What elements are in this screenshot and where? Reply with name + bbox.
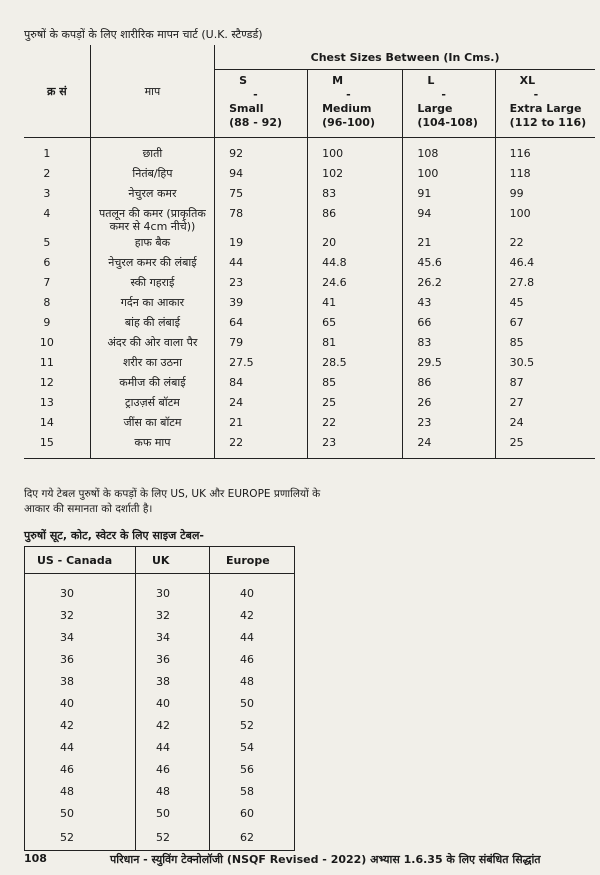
size-name: Extra Large [509, 102, 582, 115]
measure-name: स्की गहराई [90, 273, 214, 293]
uk-size: 32 [136, 604, 210, 626]
value-m: 102 [308, 164, 403, 184]
value-s: 64 [215, 313, 308, 333]
equivalence-note: दिए गये टेबल पुरुषों के कपड़ों के लिए US, UK और EUROPE प्रणालियों के आकार की समानता को दर्शाती है। [24, 488, 321, 515]
value-xl: 100 [495, 204, 595, 233]
table-row [25, 574, 295, 605]
measure-name: कफ माप [90, 433, 214, 459]
uk-size: 48 [136, 780, 210, 802]
value-xl: 85 [495, 333, 595, 353]
us-size: 38 [25, 670, 136, 692]
value-l: 21 [403, 233, 495, 253]
size-header-xl [495, 70, 595, 138]
table-row [24, 164, 595, 184]
value-m: 25 [308, 393, 403, 413]
measure-name: हाफ बैक [90, 233, 214, 253]
table-row [25, 802, 295, 824]
measure-name: बांह की लंबाई [90, 313, 214, 333]
table-row [24, 373, 595, 393]
table-row [24, 144, 595, 164]
body-measurement-table [24, 45, 595, 459]
value-xl: 27.8 [495, 273, 595, 293]
europe-size: 48 [210, 670, 295, 692]
page-number: 108 [24, 852, 47, 865]
table-row [24, 184, 595, 204]
size-code: L [427, 74, 435, 87]
header-uk: UK [136, 547, 210, 574]
size-name: Medium [322, 102, 372, 115]
size-dash: - [441, 88, 446, 101]
value-s: 44 [215, 253, 308, 273]
measure-name: शरीर का उठना [90, 353, 214, 373]
table-row [24, 233, 595, 253]
table-row [25, 758, 295, 780]
value-l: 91 [403, 184, 495, 204]
value-s: 21 [215, 413, 308, 433]
value-l: 83 [403, 333, 495, 353]
size-code: S [239, 74, 248, 87]
uk-size: 44 [136, 736, 210, 758]
uk-size: 36 [136, 648, 210, 670]
value-xl: 27 [495, 393, 595, 413]
measure-name: ट्राउज़र्स बॉटम [90, 393, 214, 413]
value-xl: 30.5 [495, 353, 595, 373]
value-m: 100 [308, 144, 403, 164]
value-m: 85 [308, 373, 403, 393]
value-l: 26.2 [403, 273, 495, 293]
serial-no: 10 [39, 336, 54, 349]
uk-size: 46 [136, 758, 210, 780]
value-xl: 46.4 [495, 253, 595, 273]
header-us-canada: US - Canada [25, 547, 136, 574]
size-dash: - [253, 88, 258, 101]
serial-no: 7 [43, 276, 51, 289]
value-m: 41 [308, 293, 403, 313]
value-m: 22 [308, 413, 403, 433]
us-size: 48 [25, 780, 136, 802]
measure-name: नितंब/हिप [90, 164, 214, 184]
measure-name: पतलून की कमर (प्राकृतिक कमर से 4cm नीचे)) [90, 204, 214, 233]
header-serial-no: क्र सं [24, 45, 90, 138]
table-row [24, 393, 595, 413]
value-s: 23 [215, 273, 308, 293]
size-dash: - [346, 88, 351, 101]
europe-size: 46 [210, 648, 295, 670]
table1-title: पुरुषों के कपड़ों के लिए शारीरिक मापन चार्ट (U.K. स्टैण्डर्ड) [24, 28, 263, 41]
value-l: 24 [403, 433, 495, 459]
europe-size: 56 [210, 758, 295, 780]
table-row [24, 413, 595, 433]
europe-size: 54 [210, 736, 295, 758]
size-range: (104-108) [417, 116, 478, 129]
europe-size: 40 [210, 574, 295, 605]
table-row [24, 273, 595, 293]
europe-size: 62 [210, 824, 295, 851]
value-l: 108 [403, 144, 495, 164]
measure-name: कमीज की लंबाई [90, 373, 214, 393]
value-s: 94 [215, 164, 308, 184]
size-name: Small [229, 102, 264, 115]
us-size: 50 [25, 802, 136, 824]
value-xl: 87 [495, 373, 595, 393]
us-size: 44 [25, 736, 136, 758]
size-code: XL [519, 74, 536, 87]
table-row [25, 780, 295, 802]
uk-size: 42 [136, 714, 210, 736]
serial-no: 12 [39, 376, 54, 389]
table-row [24, 253, 595, 273]
value-s: 75 [215, 184, 308, 204]
serial-no: 13 [39, 396, 54, 409]
size-range: (88 - 92) [229, 116, 283, 129]
us-size: 40 [25, 692, 136, 714]
value-l: 45.6 [403, 253, 495, 273]
value-s: 78 [215, 204, 308, 233]
us-size: 36 [25, 648, 136, 670]
header-chest-sizes: Chest Sizes Between (In Cms.) [215, 45, 595, 70]
value-s: 27.5 [215, 353, 308, 373]
table-row [25, 648, 295, 670]
value-xl: 116 [495, 144, 595, 164]
serial-no: 8 [43, 296, 51, 309]
value-m: 65 [308, 313, 403, 333]
serial-no: 2 [43, 167, 51, 180]
size-header-m [308, 70, 403, 138]
uk-size: 30 [136, 574, 210, 605]
us-size: 30 [25, 574, 136, 605]
uk-size: 52 [136, 824, 210, 851]
value-m: 86 [308, 204, 403, 233]
value-m: 83 [308, 184, 403, 204]
value-l: 86 [403, 373, 495, 393]
size-conversion-table [24, 546, 295, 851]
size-dash: - [533, 88, 539, 101]
table-row [24, 293, 595, 313]
value-xl: 25 [495, 433, 595, 459]
europe-size: 44 [210, 626, 295, 648]
table-row [25, 692, 295, 714]
value-xl: 22 [495, 233, 595, 253]
value-xl: 118 [495, 164, 595, 184]
value-s: 92 [215, 144, 308, 164]
us-size: 34 [25, 626, 136, 648]
measure-name: नेचुरल कमर की लंबाई [90, 253, 214, 273]
value-s: 84 [215, 373, 308, 393]
table-row [25, 626, 295, 648]
table2-title: पुरुषों सूट, कोट, स्वेटर के लिए साइज टेबल- [24, 529, 204, 542]
value-l: 26 [403, 393, 495, 413]
us-size: 52 [25, 824, 136, 851]
footer-title: परिधान - स्युविंग टेक्नोलॉजी (NSQF Revised - 2022) अभ्यास 1.6.35 के लिए संबंधित सिद्धांत [110, 853, 541, 866]
value-l: 94 [403, 204, 495, 233]
value-m: 23 [308, 433, 403, 459]
value-l: 100 [403, 164, 495, 184]
europe-size: 50 [210, 692, 295, 714]
serial-no: 15 [24, 433, 90, 459]
table-row [25, 824, 295, 851]
measure-name: जींस का बॉटम [90, 413, 214, 433]
measure-name: नेचुरल कमर [90, 184, 214, 204]
value-xl: 99 [495, 184, 595, 204]
header-europe: Europe [210, 547, 295, 574]
serial-no: 9 [43, 316, 51, 329]
value-m: 81 [308, 333, 403, 353]
table-row [24, 333, 595, 353]
us-size: 32 [25, 604, 136, 626]
serial-no: 6 [43, 256, 51, 269]
serial-no: 1 [43, 147, 51, 160]
measure-name: छाती [90, 144, 214, 164]
europe-size: 60 [210, 802, 295, 824]
uk-size: 40 [136, 692, 210, 714]
size-range: (112 to 116) [509, 116, 587, 129]
table-row [25, 714, 295, 736]
value-m: 24.6 [308, 273, 403, 293]
header-measure: माप [90, 45, 214, 138]
us-size: 46 [25, 758, 136, 780]
serial-no: 4 [43, 207, 51, 220]
value-xl: 67 [495, 313, 595, 333]
table-row [25, 670, 295, 692]
value-l: 29.5 [403, 353, 495, 373]
europe-size: 42 [210, 604, 295, 626]
value-m: 28.5 [308, 353, 403, 373]
serial-no: 3 [43, 187, 51, 200]
value-s: 22 [215, 433, 308, 459]
value-l: 23 [403, 413, 495, 433]
europe-size: 52 [210, 714, 295, 736]
value-s: 79 [215, 333, 308, 353]
serial-no: 14 [39, 416, 54, 429]
serial-no: 11 [39, 356, 54, 369]
table-row [24, 204, 595, 233]
measure-name: गर्दन का आकार [90, 293, 214, 313]
value-m: 20 [308, 233, 403, 253]
table-row [24, 433, 595, 459]
table-row [24, 313, 595, 333]
value-xl: 45 [495, 293, 595, 313]
uk-size: 38 [136, 670, 210, 692]
measure-name: अंदर की ओर वाला पैर [90, 333, 214, 353]
value-xl: 24 [495, 413, 595, 433]
table-row [24, 353, 595, 373]
uk-size: 34 [136, 626, 210, 648]
value-m: 44.8 [308, 253, 403, 273]
serial-no: 5 [43, 236, 51, 249]
us-size: 42 [25, 714, 136, 736]
value-l: 43 [403, 293, 495, 313]
size-range: (96-100) [322, 116, 375, 129]
uk-size: 50 [136, 802, 210, 824]
europe-size: 58 [210, 780, 295, 802]
value-l: 66 [403, 313, 495, 333]
size-name: Large [417, 102, 453, 115]
table-row [25, 604, 295, 626]
value-s: 39 [215, 293, 308, 313]
value-s: 19 [215, 233, 308, 253]
value-s: 24 [215, 393, 308, 413]
size-header-s [215, 70, 308, 138]
size-code: M [332, 74, 344, 87]
table-row [25, 736, 295, 758]
size-header-l [403, 70, 495, 138]
